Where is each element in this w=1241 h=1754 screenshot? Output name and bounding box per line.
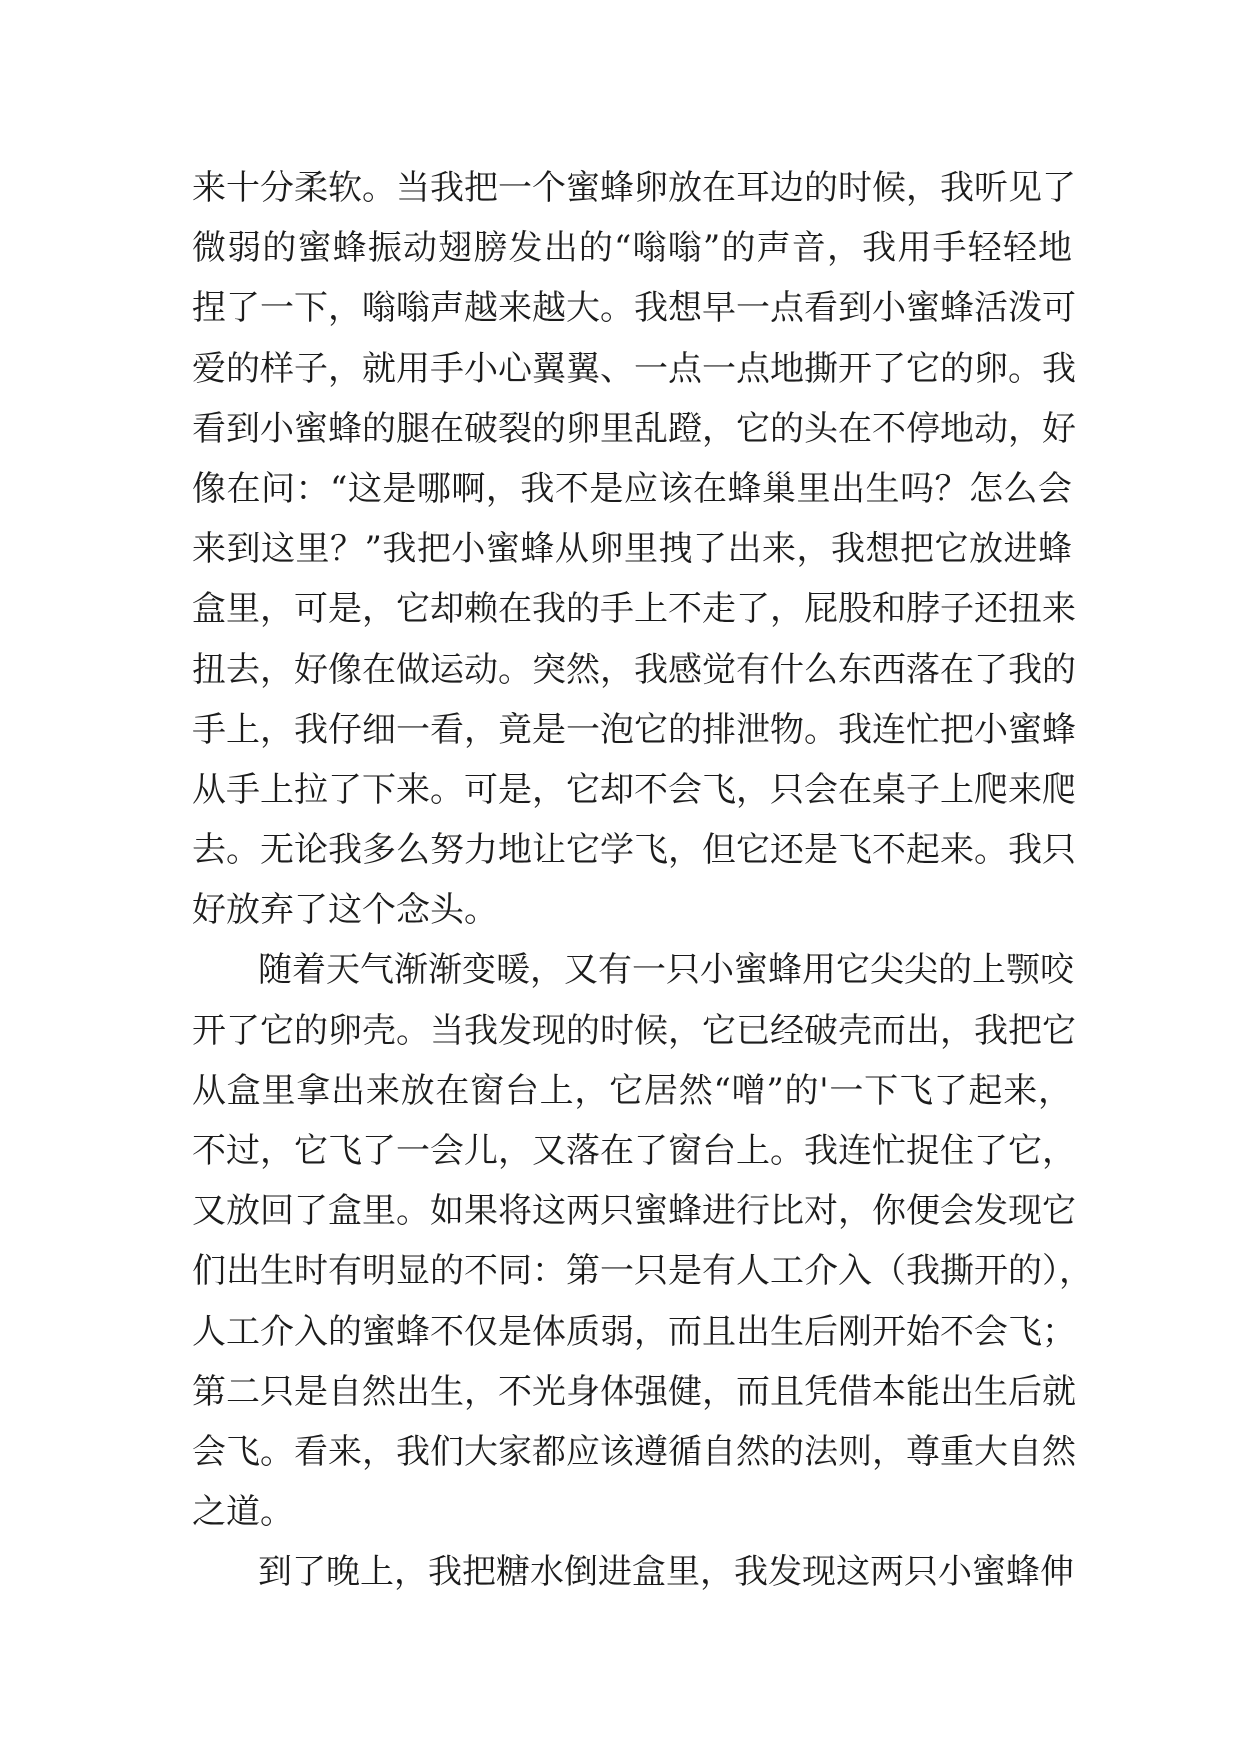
paragraph-3 (192, 1542, 1072, 1602)
text-line: 会飞。看来，我们大家都应该遵循自然的法则，尊重大自然 (192, 1431, 1076, 1472)
text-line: 来到这里？”我把小蜜蜂从卵里拽了出来，我想把它放进蜂 (192, 529, 1072, 570)
text-line: 人工介入的蜜蜂不仅是体质弱，而且出生后刚开始不会飞； (192, 1311, 1076, 1352)
text-line: 从盒里拿出来放在窗台上，它居然“噌”的'一下飞了起来， (192, 1070, 1072, 1111)
text-line: 扭去，好像在做运动。突然，我感觉有什么东西落在了我的 (192, 649, 1076, 690)
text-line: 随着天气渐渐变暖，又有一只小蜜蜂用它尖尖的上颚咬 (258, 950, 1074, 991)
body-text (192, 158, 1093, 1603)
text-line: 盒里，可是，它却赖在我的手上不走了，屁股和脖子还扭来 (192, 589, 1076, 630)
text-line: 来十分柔软。当我把一个蜜蜂卵放在耳边的时候，我听见了 (192, 168, 1076, 208)
text-line: 之道。 (192, 1492, 294, 1533)
text-line: 第二只是自然出生，不光身体强健，而且凭借本能出生后就 (192, 1371, 1076, 1412)
text-line: 爱的样子，就用手小心翼翼、一点一点地撕开了它的卵。我 (192, 348, 1076, 389)
text-line: 微弱的蜜蜂振动翅膀发出的“嗡嗡”的声音，我用手轻轻地 (192, 228, 1072, 269)
text-line: 手上，我仔细一看，竟是一泡它的排泄物。我连忙把小蜜蜂 (192, 709, 1076, 750)
text-line: 去。无论我多么努力地让它学飞，但它还是飞不起来。我只 (192, 830, 1076, 871)
text-line: 看到小蜜蜂的腿在破裂的卵里乱蹬，它的头在不停地动，好 (192, 408, 1076, 449)
text-line: 又放回了盒里。如果将这两只蜜蜂进行比对，你便会发现它 (192, 1191, 1076, 1232)
text-line: 好放弃了这个念头。 (192, 890, 498, 931)
paragraph-1 (192, 158, 1076, 940)
text-line: 从手上拉了下来。可是，它却不会飞，只会在桌子上爬来爬 (192, 769, 1076, 810)
text-line: 捏了一下，嗡嗡声越来越大。我想早一点看到小蜜蜂活泼可 (192, 288, 1076, 329)
text-line: 像在问：“这是哪啊，我不是应该在蜂巢里出生吗？怎么会 (192, 468, 1072, 509)
paragraph-2 (192, 940, 1093, 1542)
text-line: 到了晚上，我把糖水倒进盒里，我发现这两只小蜜蜂伸 (258, 1552, 1074, 1593)
text-line: 不过，它飞了一会儿，又落在了窗台上。我连忙捉住了它， (192, 1131, 1076, 1171)
text-line: 开了它的卵壳。当我发现的时候，它已经破壳而出，我把它 (192, 1010, 1076, 1051)
text-line: 们出生时有明显的不同：第一只是有人工介入（我撕开的）， (192, 1251, 1093, 1292)
